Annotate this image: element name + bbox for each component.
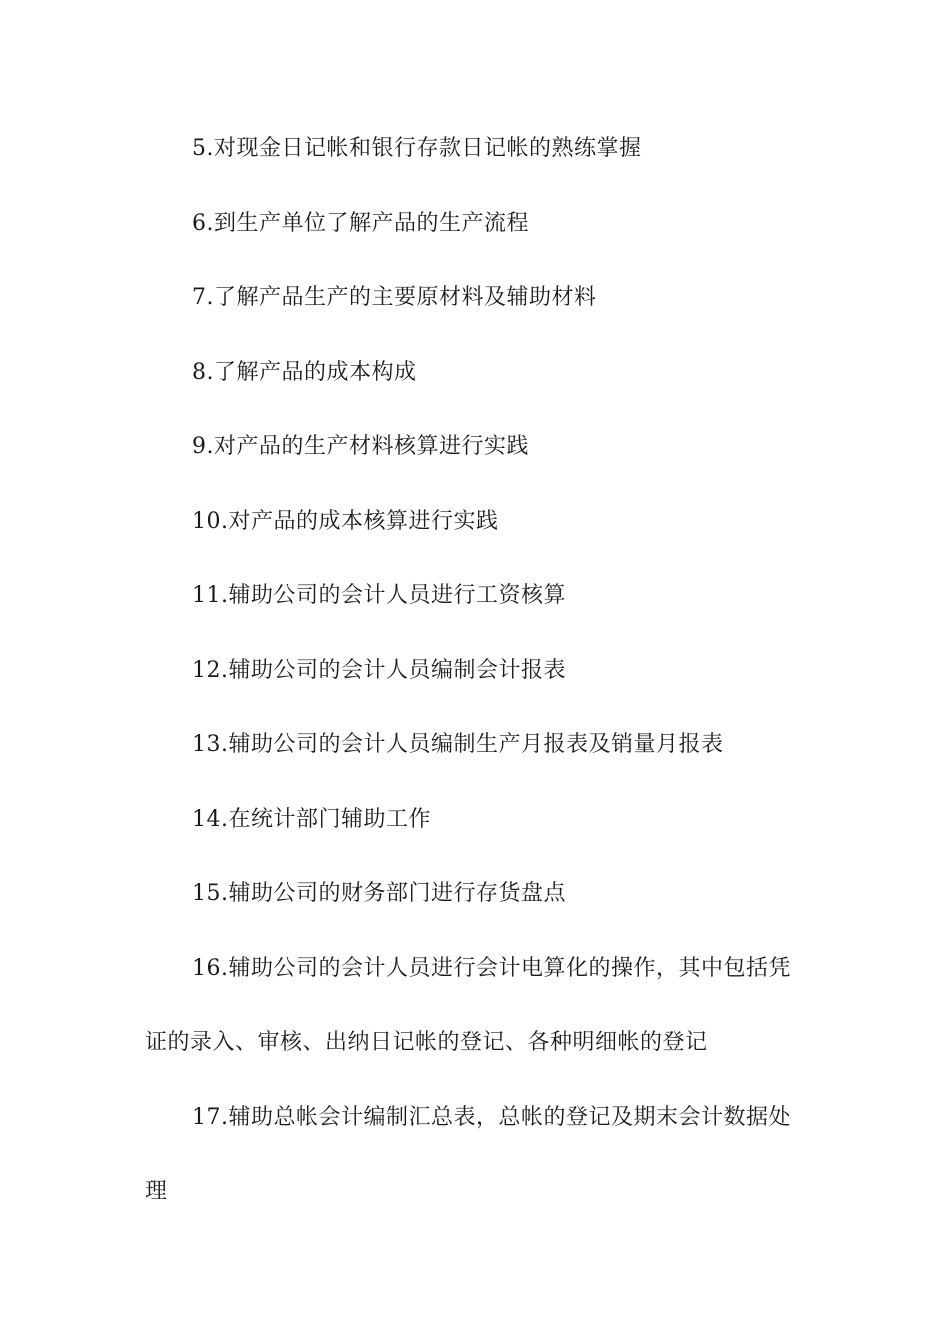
paragraph-item-7: 7.了解产品生产的主要原材料及辅助材料 (192, 285, 597, 310)
paragraph-item-8: 8.了解产品的成本构成 (192, 359, 417, 385)
paragraph-item-10: 10.对产品的成本核算进行实践 (192, 508, 499, 534)
paragraph-item-17: 17.辅助总帐会计编制汇总表，总帐的登记及期末会计数据处理 (145, 1104, 791, 1204)
document-body (145, 112, 810, 1230)
paragraph-item-14: 14.在统计部门辅助工作 (192, 806, 431, 832)
paragraph-item-12: 12.辅助公司的会计人员编制会计报表 (192, 657, 566, 683)
paragraph-item-11: 11.辅助公司的会计人员进行工资核算 (192, 583, 566, 608)
paragraph-item-13: 13.辅助公司的会计人员编制生产月报表及销量月报表 (192, 732, 724, 757)
paragraph-item-5: 5.对现金日记帐和银行存款日记帐的熟练掌握 (192, 136, 642, 161)
paragraph-item-16: 16.辅助公司的会计人员进行会计电算化的操作，其中包括凭证的录入、审核、出纳日记帐的登记、各种明细帐的登记 (145, 955, 791, 1055)
paragraph-item-9: 9.对产品的生产材料核算进行实践 (192, 434, 529, 459)
paragraph-item-15: 15.辅助公司的财务部门进行存货盘点 (192, 881, 566, 906)
paragraph-item-6: 6.到生产单位了解产品的生产流程 (192, 210, 529, 236)
